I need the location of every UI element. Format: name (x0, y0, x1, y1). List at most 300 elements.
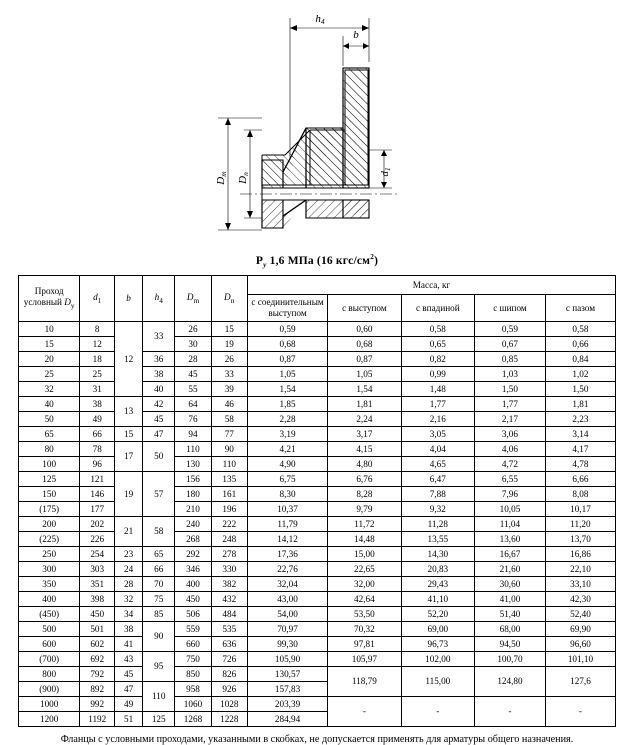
cell-mass-2: 69,00 (401, 622, 474, 637)
cell-dm: 110 (175, 442, 211, 457)
table-row (19, 547, 616, 562)
cell-mass-4: 16,86 (545, 547, 615, 562)
cell-mass-3: 4,06 (474, 442, 545, 457)
cell-mass-4: 1,50 (545, 382, 615, 397)
cell-dn: 1228 (211, 712, 247, 727)
spec-table-wrap (0, 275, 634, 727)
th-mass-1: с выступом (328, 295, 402, 322)
cell-mass-0: 70,97 (247, 622, 327, 637)
cell-mass-4: 101,10 (545, 652, 615, 667)
cell-dy: 125 (19, 472, 80, 487)
cell-h4: 33 (143, 322, 175, 352)
cell-mass-2: 0,82 (401, 352, 474, 367)
cell-dy: 600 (19, 637, 80, 652)
cell-mass-0: 17,36 (247, 547, 327, 562)
cell-mass-2: 11,28 (401, 517, 474, 532)
cell-b: 13 (115, 397, 143, 427)
cell-mass-2: 6,47 (401, 472, 474, 487)
cell-dm: 268 (175, 532, 211, 547)
cell-mass-1: 97,81 (328, 637, 402, 652)
cell-dy: 65 (19, 427, 80, 442)
th-mass-4: с пазом (545, 295, 615, 322)
cell-mass-2: 13,55 (401, 532, 474, 547)
cell-mass-4: 1,02 (545, 367, 615, 382)
cell-dy: 500 (19, 622, 80, 637)
cell-mass-1: 70,32 (328, 622, 402, 637)
table-header-row-1 (19, 276, 616, 295)
cell-mass-4: 10,17 (545, 502, 615, 517)
cell-mass-2: 115,00 (401, 667, 474, 697)
cell-mass-4: 11,20 (545, 517, 615, 532)
cell-mass-0: 6,75 (247, 472, 327, 487)
cell-dy: 300 (19, 562, 80, 577)
cell-dm: 55 (175, 382, 211, 397)
cell-mass-3: 21,60 (474, 562, 545, 577)
cell-mass-1: 118,79 (328, 667, 402, 697)
cell-dm: 346 (175, 562, 211, 577)
th-dm: $D_m$ (175, 276, 211, 322)
cell-dm: 400 (175, 577, 211, 592)
cell-mass-1: 1,54 (328, 382, 402, 397)
cell-dn: 19 (211, 337, 247, 352)
cell-h4: 85 (143, 607, 175, 622)
cell-mass-2: 29,43 (401, 577, 474, 592)
cell-mass-0: 32,04 (247, 577, 327, 592)
cell-mass-1: 2,24 (328, 412, 402, 427)
table-row (19, 517, 616, 532)
cell-h4: 90 (143, 622, 175, 652)
cell-dm: 45 (175, 367, 211, 382)
cell-mass-3: 6,55 (474, 472, 545, 487)
cell-b: 51 (115, 712, 143, 727)
label-Dm: Dm (215, 171, 228, 185)
cell-dy: 40 (19, 397, 80, 412)
cell-dy: 800 (19, 667, 80, 682)
cell-b: 24 (115, 562, 143, 577)
cell-mass-3: 0,85 (474, 352, 545, 367)
table-row (19, 457, 616, 472)
cell-mass-3: 13,60 (474, 532, 545, 547)
cell-d1: 351 (80, 577, 115, 592)
cell-dy: (450) (19, 607, 80, 622)
cell-mass-1: 0,60 (328, 322, 402, 337)
cell-d1: 38 (80, 397, 115, 412)
table-row (19, 667, 616, 682)
cell-mass-1: 4,80 (328, 457, 402, 472)
cell-mass-3: 100,70 (474, 652, 545, 667)
cell-h4: 45 (143, 412, 175, 427)
table-row (19, 352, 616, 367)
table-row (19, 412, 616, 427)
cell-d1: 66 (80, 427, 115, 442)
table-body (19, 322, 616, 727)
cell-mass-0: 0,87 (247, 352, 327, 367)
cell-mass-0: 14,12 (247, 532, 327, 547)
cell-mass-4: 96,60 (545, 637, 615, 652)
cell-mass-4: 1,81 (545, 397, 615, 412)
cell-h4: 36 (143, 352, 175, 367)
cell-d1: 31 (80, 382, 115, 397)
cell-mass-1: 0,87 (328, 352, 402, 367)
table-row (19, 322, 616, 337)
cell-d1: 25 (80, 367, 115, 382)
cell-dy: 250 (19, 547, 80, 562)
cell-dn: 26 (211, 352, 247, 367)
table-row (19, 562, 616, 577)
cell-mass-3: 51,40 (474, 607, 545, 622)
cell-dy: 15 (19, 337, 80, 352)
cell-mass-1: 3,17 (328, 427, 402, 442)
cell-h4: 58 (143, 517, 175, 547)
cell-h4: 66 (143, 562, 175, 577)
cell-mass-0: 130,57 (247, 667, 327, 682)
cell-mass-2: 3,05 (401, 427, 474, 442)
cell-dy: (175) (19, 502, 80, 517)
cell-mass-0: 0,59 (247, 322, 327, 337)
cell-dy: (900) (19, 682, 80, 697)
cell-mass-4: 0,58 (545, 322, 615, 337)
cell-dy: 20 (19, 352, 80, 367)
cell-mass-0: 3,19 (247, 427, 327, 442)
cell-dm: 958 (175, 682, 211, 697)
cell-dm: 1268 (175, 712, 211, 727)
cell-dy: 150 (19, 487, 80, 502)
cell-h4: 50 (143, 442, 175, 472)
cell-dm: 94 (175, 427, 211, 442)
cell-d1: 450 (80, 607, 115, 622)
cell-mass-4: 4,78 (545, 457, 615, 472)
cell-mass-4: 42,30 (545, 592, 615, 607)
cell-dn: 46 (211, 397, 247, 412)
cell-dy: 32 (19, 382, 80, 397)
cell-dy: (700) (19, 652, 80, 667)
table-row (19, 652, 616, 667)
cell-mass-0: 10,37 (247, 502, 327, 517)
cell-mass-3: 94,50 (474, 637, 545, 652)
cell-b: 15 (115, 427, 143, 442)
cell-dn: 135 (211, 472, 247, 487)
cell-dn: 432 (211, 592, 247, 607)
cell-mass-3: 0,67 (474, 337, 545, 352)
cell-mass-1: 1,05 (328, 367, 402, 382)
cell-d1: 96 (80, 457, 115, 472)
cell-dy: 400 (19, 592, 80, 607)
cell-dn: 382 (211, 577, 247, 592)
cell-mass-1: 42,64 (328, 592, 402, 607)
dimension-lines (218, 18, 400, 230)
cell-h4: 40 (143, 382, 175, 397)
table-row (19, 637, 616, 652)
table-row (19, 697, 616, 712)
table-row (19, 532, 616, 547)
cell-dm: 292 (175, 547, 211, 562)
cell-b: 21 (115, 517, 143, 547)
cell-mass-2: - (401, 697, 474, 727)
cell-dn: 33 (211, 367, 247, 382)
cell-mass-4: 0,84 (545, 352, 615, 367)
table-row (19, 502, 616, 517)
cell-dn: 58 (211, 412, 247, 427)
cell-h4: 65 (143, 547, 175, 562)
cell-mass-1: 1,81 (328, 397, 402, 412)
cell-d1: 398 (80, 592, 115, 607)
cell-dy: 80 (19, 442, 80, 457)
cell-dm: 750 (175, 652, 211, 667)
cell-dm: 240 (175, 517, 211, 532)
cell-mass-3: 124,80 (474, 667, 545, 697)
table-row (19, 622, 616, 637)
cell-dn: 196 (211, 502, 247, 517)
cell-h4: 70 (143, 577, 175, 592)
cell-mass-0: 11,79 (247, 517, 327, 532)
th-mass-2: с впадиной (401, 295, 474, 322)
cell-b: 47 (115, 682, 143, 697)
cell-mass-2: 1,77 (401, 397, 474, 412)
cell-d1: 78 (80, 442, 115, 457)
cell-mass-2: 9,32 (401, 502, 474, 517)
cell-mass-4: 127,6 (545, 667, 615, 697)
label-h4: h4 (315, 13, 325, 26)
cell-b: 43 (115, 652, 143, 667)
cell-dm: 506 (175, 607, 211, 622)
cell-mass-4: - (545, 697, 615, 727)
th-dn: $D_п$ (211, 276, 247, 322)
cell-mass-0: 157,83 (247, 682, 327, 697)
cell-dm: 156 (175, 472, 211, 487)
cell-d1: 501 (80, 622, 115, 637)
cell-h4: 47 (143, 427, 175, 442)
table-row (19, 442, 616, 457)
cell-mass-4: 6,66 (545, 472, 615, 487)
cell-mass-1: 15,00 (328, 547, 402, 562)
flange-outline (262, 68, 369, 228)
cell-mass-0: 22,76 (247, 562, 327, 577)
cell-mass-0: 284,94 (247, 712, 327, 727)
cell-mass-3: 3,06 (474, 427, 545, 442)
cell-mass-2: 20,83 (401, 562, 474, 577)
cell-dn: 726 (211, 652, 247, 667)
cell-mass-3: 1,03 (474, 367, 545, 382)
cell-b: 28 (115, 577, 143, 592)
cell-b: 23 (115, 547, 143, 562)
th-d1: $d_1$ (80, 276, 115, 322)
cell-mass-3: - (474, 697, 545, 727)
cell-mass-1: 53,50 (328, 607, 402, 622)
th-b: b (115, 276, 143, 322)
cell-mass-1: 14,48 (328, 532, 402, 547)
cell-h4: 57 (143, 472, 175, 517)
cell-mass-1: 32,00 (328, 577, 402, 592)
cell-mass-2: 52,20 (401, 607, 474, 622)
cell-dy: 350 (19, 577, 80, 592)
cell-h4: 95 (143, 652, 175, 682)
table-row (19, 337, 616, 352)
cell-mass-3: 7,96 (474, 487, 545, 502)
cell-dn: 926 (211, 682, 247, 697)
cell-mass-2: 14,30 (401, 547, 474, 562)
cell-mass-4: 33,10 (545, 577, 615, 592)
cell-dn: 15 (211, 322, 247, 337)
cell-d1: 202 (80, 517, 115, 532)
cell-mass-3: 1,50 (474, 382, 545, 397)
cell-mass-2: 7,88 (401, 487, 474, 502)
cell-d1: 992 (80, 697, 115, 712)
cell-h4: 38 (143, 367, 175, 382)
cell-mass-4: 4,17 (545, 442, 615, 457)
flange-cross-section-svg (0, 0, 634, 250)
cell-dm: 130 (175, 457, 211, 472)
cell-mass-2: 0,99 (401, 367, 474, 382)
th-dy: Проход условный $D_у$ (19, 276, 80, 322)
th-mass-0: с соединительным выступом (247, 295, 327, 322)
cell-dm: 450 (175, 592, 211, 607)
table-row (19, 487, 616, 502)
cell-mass-4: 69,90 (545, 622, 615, 637)
cell-dn: 636 (211, 637, 247, 652)
cell-dn: 77 (211, 427, 247, 442)
cell-dm: 1060 (175, 697, 211, 712)
label-Dn: Dn (237, 172, 250, 184)
cell-dy: 100 (19, 457, 80, 472)
cell-dy: 10 (19, 322, 80, 337)
cell-b: 41 (115, 637, 143, 652)
table-row (19, 427, 616, 442)
cell-mass-3: 30,60 (474, 577, 545, 592)
cell-dy: 1200 (19, 712, 80, 727)
cell-h4: 110 (143, 682, 175, 712)
cell-dm: 26 (175, 322, 211, 337)
cell-mass-1: 22,65 (328, 562, 402, 577)
cell-d1: 602 (80, 637, 115, 652)
cell-dn: 330 (211, 562, 247, 577)
cell-b: 45 (115, 667, 143, 682)
cell-mass-0: 4,90 (247, 457, 327, 472)
cell-dy: 25 (19, 367, 80, 382)
table-row (19, 367, 616, 382)
cell-mass-0: 0,68 (247, 337, 327, 352)
cell-b: 17 (115, 442, 143, 472)
cell-dm: 76 (175, 412, 211, 427)
cell-dy: 200 (19, 517, 80, 532)
cell-mass-2: 0,58 (401, 322, 474, 337)
cell-mass-3: 10,05 (474, 502, 545, 517)
table-row (19, 472, 616, 487)
cell-dm: 180 (175, 487, 211, 502)
cell-dn: 248 (211, 532, 247, 547)
cell-d1: 49 (80, 412, 115, 427)
cell-mass-1: 9,79 (328, 502, 402, 517)
cell-b: 38 (115, 622, 143, 637)
cell-mass-2: 41,10 (401, 592, 474, 607)
cell-b: 49 (115, 697, 143, 712)
cell-d1: 226 (80, 532, 115, 547)
cell-mass-3: 4,72 (474, 457, 545, 472)
th-h4: $h_4$ (143, 276, 175, 322)
cell-dn: 1028 (211, 697, 247, 712)
cell-mass-2: 4,04 (401, 442, 474, 457)
cell-dy: 1000 (19, 697, 80, 712)
cell-mass-0: 1,05 (247, 367, 327, 382)
cell-h4: 75 (143, 592, 175, 607)
cell-d1: 121 (80, 472, 115, 487)
cell-mass-3: 68,00 (474, 622, 545, 637)
cell-dy: (225) (19, 532, 80, 547)
cell-mass-3: 16,67 (474, 547, 545, 562)
cell-mass-2: 96,73 (401, 637, 474, 652)
cell-dm: 559 (175, 622, 211, 637)
cell-d1: 892 (80, 682, 115, 697)
table-row (19, 382, 616, 397)
pressure-caption: $P_у$ 1,6 МПа (16 кгс/$см^2$) (255, 252, 379, 270)
cell-mass-3: 1,77 (474, 397, 545, 412)
cell-mass-2: 4,65 (401, 457, 474, 472)
cell-d1: 18 (80, 352, 115, 367)
flange-drawing (0, 0, 634, 250)
cell-mass-0: 105,90 (247, 652, 327, 667)
cell-dn: 826 (211, 667, 247, 682)
cell-mass-3: 2,17 (474, 412, 545, 427)
th-mass-group: Масса, кг (247, 276, 615, 295)
cell-mass-1: 0,68 (328, 337, 402, 352)
cell-mass-2: 0,65 (401, 337, 474, 352)
cell-dn: 161 (211, 487, 247, 502)
cell-mass-0: 2,28 (247, 412, 327, 427)
cell-dn: 90 (211, 442, 247, 457)
cell-mass-0: 8,30 (247, 487, 327, 502)
cell-dn: 110 (211, 457, 247, 472)
cell-d1: 692 (80, 652, 115, 667)
cell-dm: 30 (175, 337, 211, 352)
cell-mass-3: 0,59 (474, 322, 545, 337)
cell-mass-2: 102,00 (401, 652, 474, 667)
cell-mass-4: 0,66 (545, 337, 615, 352)
cell-mass-4: 8,08 (545, 487, 615, 502)
cell-b: 12 (115, 322, 143, 397)
cell-mass-1: 6,76 (328, 472, 402, 487)
cell-dm: 28 (175, 352, 211, 367)
table-head (19, 276, 616, 322)
cell-d1: 12 (80, 337, 115, 352)
cell-mass-1: 4,15 (328, 442, 402, 457)
cell-mass-1: 8,28 (328, 487, 402, 502)
cell-dn: 39 (211, 382, 247, 397)
cell-dy: 50 (19, 412, 80, 427)
cell-dm: 660 (175, 637, 211, 652)
cell-d1: 8 (80, 322, 115, 337)
cell-mass-0: 99,30 (247, 637, 327, 652)
cell-mass-0: 4,21 (247, 442, 327, 457)
cell-mass-0: 54,00 (247, 607, 327, 622)
table-row (19, 397, 616, 412)
cell-mass-3: 11,04 (474, 517, 545, 532)
cell-dn: 484 (211, 607, 247, 622)
cell-d1: 792 (80, 667, 115, 682)
cell-b: 34 (115, 607, 143, 622)
cell-b: 19 (115, 472, 143, 517)
cell-h4: 42 (143, 397, 175, 412)
cell-mass-0: 1,54 (247, 382, 327, 397)
cell-dm: 850 (175, 667, 211, 682)
cell-mass-1: 11,72 (328, 517, 402, 532)
cell-mass-4: 13,70 (545, 532, 615, 547)
label-b: b (353, 29, 359, 41)
cell-b: 32 (115, 592, 143, 607)
cell-mass-4: 52,40 (545, 607, 615, 622)
cell-d1: 1192 (80, 712, 115, 727)
cell-mass-2: 1,48 (401, 382, 474, 397)
table-row (19, 592, 616, 607)
cell-mass-4: 2,23 (545, 412, 615, 427)
